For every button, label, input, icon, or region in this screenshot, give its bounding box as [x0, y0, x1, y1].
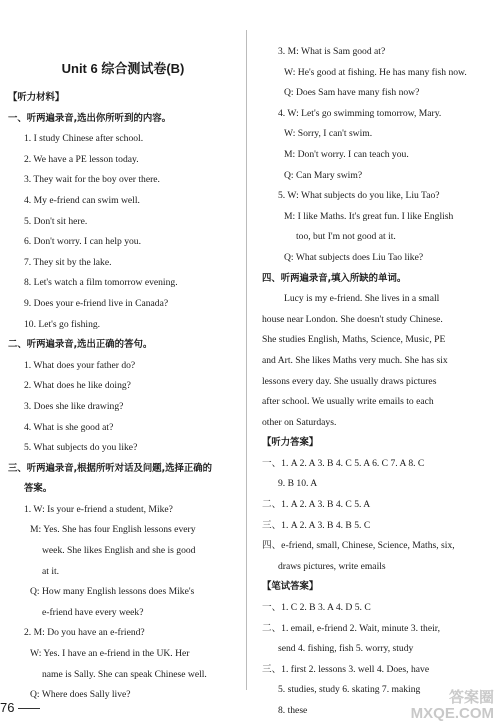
right-line-18: other on Saturdays.: [262, 416, 337, 428]
left-line-10: 9. Does your e-friend live in Canada?: [24, 297, 169, 309]
watermark-logo: [411, 690, 494, 722]
left-line-25: e-friend have every week?: [42, 606, 144, 618]
left-line-15: 3. Does she like drawing?: [24, 400, 124, 412]
left-line-3: 2. We have a PE lesson today.: [24, 153, 139, 165]
left-line-29: Q: Where does Sally live?: [30, 689, 131, 701]
left-line-11: 10. Let's go fishing.: [24, 318, 101, 330]
right-line-10: Q: What subjects does Liu Tao like?: [284, 251, 424, 263]
right-line-1: W: He's good at fishing. He has many fish now.: [284, 66, 467, 78]
right-line-23: 三、1. A 2. A 3. B 4. B 5. C: [262, 519, 371, 531]
left-line-27: W: Yes. I have an e-friend in the UK. Her: [30, 648, 190, 660]
right-line-17: after school. We usually write emails to each: [262, 396, 434, 408]
left-line-19: 答案。: [24, 483, 53, 495]
right-line-24: 四、e-friend, small, Chinese, Science, Maths, six,: [262, 540, 455, 552]
left-line-28: name is Sally. She can speak Chinese well.: [42, 668, 207, 680]
right-column: [262, 42, 494, 722]
right-line-13: house near London. She doesn't study Chinese.: [262, 313, 443, 325]
left-line-16: 4. What is she good at?: [24, 421, 114, 433]
left-line-9: 8. Let's watch a film tomorrow evening.: [24, 277, 178, 289]
right-line-7: 5. W: What subjects do you like, Liu Tao?: [278, 190, 440, 202]
left-line-2: 1. I study Chinese after school.: [24, 133, 144, 145]
left-line-4: 3. They wait for the boy over there.: [24, 174, 160, 186]
left-line-24: Q: How many English lessons does Mike's: [30, 586, 195, 598]
right-line-20: 一、1. A 2. A 3. B 4. C 5. A 6. C 7. A 8. C: [262, 457, 425, 469]
left-line-23: at it.: [42, 565, 60, 577]
left-line-7: 6. Don't worry. I can help you.: [24, 236, 142, 248]
right-line-2: Q: Does Sam have many fish now?: [284, 87, 420, 99]
right-line-19: 【听力答案】: [262, 437, 319, 449]
right-line-11: 四、听两遍录音,填入所缺的单词。: [262, 272, 407, 284]
watermark-text-top: 答案圈: [448, 689, 494, 706]
left-column: [8, 88, 238, 706]
right-line-22: 二、1. A 2. A 3. B 4. C 5. A: [262, 499, 371, 511]
left-line-5: 4. My e-friend can swim well.: [24, 194, 140, 206]
right-line-27: 一、1. C 2. B 3. A 4. D 5. C: [262, 602, 371, 614]
right-line-9: too, but I'm not good at it.: [296, 231, 396, 243]
left-line-14: 2. What does he like doing?: [24, 380, 131, 392]
right-line-3: 4. W: Let's go swimming tomorrow, Mary.: [278, 107, 442, 119]
left-line-22: week. She likes English and she is good: [42, 545, 196, 557]
right-line-30: 三、1. first 2. lessons 3. well 4. Does, have: [262, 663, 430, 675]
right-line-32: 8. these: [278, 705, 308, 716]
left-line-18: 三、听两遍录音,根据所听对话及问题,选择正确的: [8, 462, 212, 474]
right-line-26: 【笔试答案】: [262, 581, 319, 593]
left-line-1: 一、听两遍录音,选出你所听到的内容。: [8, 112, 171, 124]
right-line-31: 5. studies, study 6. skating 7. making: [278, 684, 421, 696]
left-line-0: 【听力材料】: [8, 92, 65, 103]
left-line-17: 5. What subjects do you like?: [24, 442, 138, 454]
left-line-21: M: Yes. She has four English lessons every: [30, 524, 196, 536]
page-title: Unit 6 综合测试卷(B): [61, 61, 185, 76]
watermark-text-bottom: MXQE.COM: [410, 705, 494, 722]
right-line-28: 二、1. email, e-friend 2. Wait, minute 3. their,: [262, 622, 440, 634]
right-line-5: M: Don't worry. I can teach you.: [284, 148, 409, 160]
left-line-8: 7. They sit by the lake.: [24, 256, 112, 268]
right-line-15: and Art. She likes Maths very much. She has six: [262, 354, 448, 366]
left-line-6: 5. Don't sit here.: [24, 215, 88, 227]
page-number-text: 76: [0, 700, 15, 715]
right-line-6: Q: Can Mary swim?: [284, 169, 363, 181]
right-line-16: lessons every day. She usually draws pictures: [262, 375, 437, 387]
right-line-21: 9. B 10. A: [278, 478, 318, 490]
right-line-14: She studies English, Maths, Science, Music, PE: [262, 334, 446, 346]
left-line-26: 2. M: Do you have an e-friend?: [24, 627, 145, 639]
left-line-20: 1. W: Is your e-friend a student, Mike?: [24, 503, 173, 515]
page-number: [0, 700, 40, 715]
page-number-rule: [18, 708, 40, 709]
right-line-0: 3. M: What is Sam good at?: [278, 46, 386, 57]
right-line-4: W: Sorry, I can't swim.: [284, 128, 373, 140]
right-line-8: M: I like Maths. It's great fun. I like English: [284, 210, 454, 222]
column-divider: [246, 30, 247, 690]
right-line-29: send 4. fishing, fish 5. worry, study: [278, 643, 414, 655]
right-line-12: Lucy is my e-friend. She lives in a small: [284, 293, 440, 305]
left-line-12: 二、听两遍录音,选出正确的答句。: [8, 339, 153, 351]
left-line-13: 1. What does your father do?: [24, 359, 136, 371]
right-line-25: draws pictures, write emails: [278, 560, 386, 572]
